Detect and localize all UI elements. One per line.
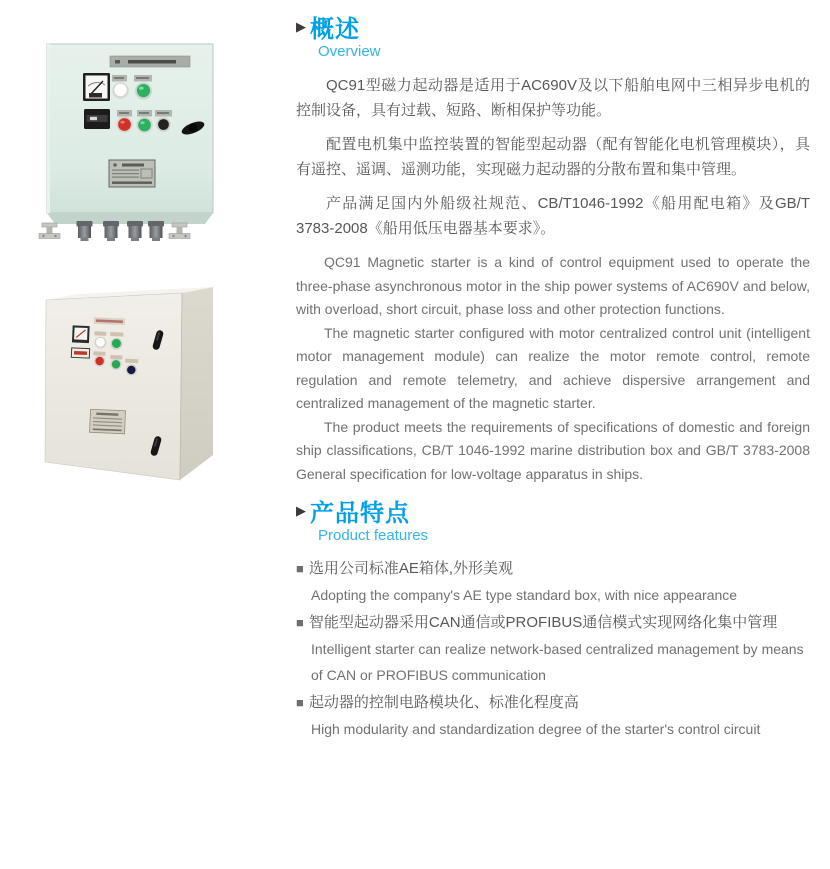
section-header: [296, 12, 810, 43]
cabinet-body: [45, 287, 213, 480]
meter-module: [84, 109, 110, 129]
overview-chinese-text: [296, 73, 810, 241]
door-label-plate: [94, 317, 125, 325]
section-marker-icon: ▶: [296, 502, 306, 518]
feature-heading: [296, 609, 810, 636]
paragraph: QC91 Magnetic starter is a kind of control equipment used to operate the three-phase asynchronous motor in the ship power systems of AC690V and below, with overload, short circuit, phase loss and other protection functions.: [296, 254, 810, 317]
section-product-features: [296, 496, 810, 743]
bullet-icon: ■: [296, 615, 304, 630]
feature-heading: [296, 689, 810, 716]
black-pushbutton: [156, 117, 170, 131]
section-overview: [296, 12, 810, 486]
feature-text-en: Intelligent starter can realize network-based centralized management by means of CAN or PROFIBUS communication: [311, 641, 804, 683]
cabinet-front-illustration: [38, 40, 218, 250]
green-pushbutton: [136, 117, 152, 133]
feature-item: [296, 609, 810, 688]
paragraph: The product meets the requirements of specifications of domestic and foreign ship classifications, CB/T 1046-1992 marine distribution box and GB/T 3783-2008 General specification for low-voltage apparatus in ships.: [296, 418, 810, 482]
warning-plate: [71, 348, 89, 358]
feature-text-en: High modularity and standardization degree of the starter's control circuit: [311, 721, 761, 737]
button-label: [94, 331, 106, 336]
feature-list: [296, 555, 810, 742]
red-pushbutton: [116, 116, 132, 132]
feature-item: [296, 555, 810, 608]
section-title-zh: 产品特点: [310, 499, 410, 527]
paragraph: 配置电机集中监控装置的智能型起动器（配有智能化电机管理模块），具有遥控、遥调、遥测功能，实现磁力起动器的分散布置和集中管理。: [296, 136, 810, 178]
overview-english-text: [296, 251, 810, 486]
green-indicator-lamp: [135, 82, 152, 99]
feature-item: [296, 689, 810, 742]
product-photo-cabinet-front: [38, 40, 218, 250]
bullet-icon: ■: [296, 695, 304, 710]
feature-heading: [296, 555, 810, 582]
ammeter-icon: [72, 325, 90, 343]
section-title-zh: 概述: [310, 15, 360, 43]
feature-text-zh: 选用公司标准AE箱体,外形美观: [308, 560, 514, 577]
cabinet-perspective-illustration: [40, 282, 220, 482]
white-pushbutton: [112, 82, 128, 98]
paragraph: 产品满足国内外船级社规范、CB/T1046-1992《船用配电箱》及GB/T 3783-2008《船用低压电器基本要求》。: [296, 195, 810, 237]
button-label: [110, 332, 123, 337]
section-marker-icon: ▶: [296, 18, 306, 34]
ammeter-icon: [83, 73, 110, 101]
section-title-en: Product features: [318, 527, 429, 544]
feature-text-zh: 智能型起动器采用CAN通信或PROFIBUS通信模式实现网络化集中管理: [308, 614, 778, 631]
section-header: [296, 496, 810, 527]
door-label-plate: [110, 56, 190, 67]
bullet-icon: ■: [296, 561, 304, 576]
product-photo-cabinet-perspective: [40, 282, 220, 482]
feature-text-en: Adopting the company's AE type standard box, with nice appearance: [311, 587, 738, 603]
button-label: [125, 359, 138, 364]
nameplate: [90, 409, 126, 434]
section-title-en: Overview: [318, 43, 381, 60]
feature-text-zh: 起动器的控制电路模块化、标准化程度高: [308, 694, 579, 711]
paragraph: The magnetic starter configured with motor centralized control unit (intelligent motor management module) can realize the motor remote control, remote regulation and remote telemetry, and achieve dispersive arrangement and centralized management of the magnetic starter.: [296, 324, 810, 411]
nameplate: [109, 160, 155, 187]
paragraph: QC91型磁力起动器是适用于AC690V及以下船舶电网中三相异步电机的控制设备，具有过载、短路、断相保护等功能。: [296, 77, 810, 119]
button-label: [93, 351, 105, 356]
